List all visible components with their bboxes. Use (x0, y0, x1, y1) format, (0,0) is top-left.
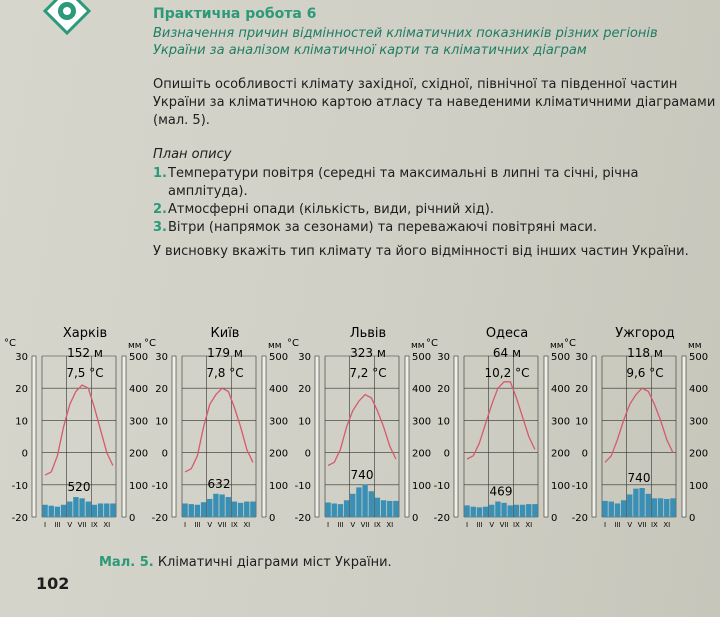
month-label: I (466, 521, 469, 529)
temp-tick-label: -20 (11, 513, 28, 524)
precip-bar (350, 494, 355, 517)
temp-tick-label: 0 (161, 448, 168, 460)
temp-tick-label: -20 (433, 513, 450, 524)
precip-bar (639, 488, 644, 517)
precip-bar (393, 501, 398, 517)
temp-tick-label: 0 (21, 448, 28, 460)
precip-bar (532, 504, 537, 517)
plan-list (153, 165, 719, 237)
precip-bar (189, 504, 194, 517)
precip-bar (375, 498, 380, 517)
precip-bar (219, 494, 224, 517)
month-label: IX (373, 521, 381, 529)
city-name: Одеса (485, 326, 529, 341)
temperature-line (185, 388, 253, 472)
month-label: I (327, 521, 330, 529)
precip-bar (621, 500, 626, 517)
temp-tick-label: 0 (581, 448, 588, 460)
temp-unit-label: °C (4, 338, 16, 349)
precip-tick-label: 100 (551, 480, 571, 492)
annual-precip-label: 469 (489, 484, 513, 499)
precip-bar (67, 502, 72, 517)
month-label: III (337, 521, 344, 529)
precip-unit-label: мм (688, 341, 702, 351)
month-label: IX (512, 521, 520, 529)
precip-tick-label: 400 (412, 384, 432, 396)
temp-unit-label: °C (287, 338, 299, 349)
precip-bar (79, 498, 84, 517)
precip-unit-label: мм (411, 341, 425, 351)
temp-unit-label: °C (564, 338, 576, 349)
page-title: Практична робота 6 (153, 6, 317, 22)
precip-bar (55, 507, 60, 517)
annual-precip-label: 740 (350, 467, 374, 482)
precip-tick-label: 0 (412, 513, 419, 524)
precip-bar (356, 487, 361, 517)
temp-tick-label: 10 (437, 416, 450, 428)
precip-bar (344, 500, 349, 517)
month-label: XI (525, 521, 533, 529)
temp-tick-label: 20 (298, 384, 311, 396)
temp-tick-label: 30 (575, 352, 588, 363)
conclusion-text: У висновку вкажіть тип клімату та його відмінності від інших частин України. (153, 244, 689, 259)
precip-bar (213, 494, 218, 517)
temp-tick-label: 20 (15, 384, 28, 396)
month-label: IX (650, 521, 658, 529)
temp-tick-label: -10 (571, 480, 588, 492)
city-elevation: 118 м (627, 346, 663, 360)
precip-bar (182, 503, 187, 517)
month-label: XI (243, 521, 251, 529)
city-avg-temp: 10,2 °C (484, 366, 530, 380)
precip-tick-label: 300 (412, 416, 432, 428)
precip-bar (633, 489, 638, 517)
precip-bar (664, 499, 669, 517)
precip-bar (73, 497, 78, 517)
temp-tick-label: -10 (151, 480, 168, 492)
month-label: VII (637, 521, 647, 529)
precip-tick-label: 0 (689, 513, 696, 524)
precip-bar (86, 502, 91, 517)
precip-bar (61, 505, 66, 517)
precip-tick-label: 0 (269, 513, 276, 524)
precip-bar (670, 498, 675, 517)
temp-tick-label: -10 (294, 480, 311, 492)
precip-bar (627, 494, 632, 517)
month-label: I (604, 521, 607, 529)
precip-tick-label: 100 (689, 480, 709, 492)
temp-scale-bar (592, 356, 596, 517)
precip-scale-bar (262, 356, 266, 517)
plan-item (153, 219, 719, 237)
temp-tick-label: 10 (155, 416, 168, 428)
month-label: VII (77, 521, 87, 529)
temp-tick-label: 0 (443, 448, 450, 460)
temp-tick-label: 30 (437, 352, 450, 363)
month-label: VII (499, 521, 509, 529)
precip-bar (609, 502, 614, 517)
precip-bar (508, 505, 513, 517)
precip-bar (325, 503, 330, 517)
month-label: IX (230, 521, 238, 529)
precip-bar (602, 501, 607, 517)
precip-tick-label: 100 (269, 480, 289, 492)
city-elevation: 64 м (492, 346, 522, 360)
precip-bar (464, 505, 469, 517)
temp-scale-bar (32, 356, 36, 517)
temp-tick-label: 10 (575, 416, 588, 428)
precip-tick-label: 400 (551, 384, 571, 396)
precip-bar (332, 503, 337, 517)
temperature-line (605, 388, 673, 462)
temp-tick-label: 10 (15, 416, 28, 428)
temp-unit-label: °C (426, 338, 438, 349)
precip-tick-label: 100 (412, 480, 432, 492)
plan-item-text: Вітри (напрямок за сезонами) та переважаючі повітряні маси. (168, 220, 597, 235)
precip-bar (42, 505, 47, 517)
precip-tick-label: 300 (129, 416, 149, 428)
temp-tick-label: -20 (294, 513, 311, 524)
precip-unit-label: мм (550, 341, 564, 351)
precip-tick-label: 400 (269, 384, 289, 396)
city-name: Ужгород (615, 326, 675, 341)
temp-tick-label: 20 (437, 384, 450, 396)
temp-scale-bar (315, 356, 319, 517)
city-elevation: 152 м (67, 346, 103, 360)
month-label: III (614, 521, 621, 529)
precip-unit-label: мм (268, 341, 282, 351)
plan-item-number: 1. (153, 166, 167, 181)
city-avg-temp: 7,5 °C (66, 366, 104, 380)
month-label: III (54, 521, 61, 529)
city-name: Київ (210, 326, 240, 341)
precip-tick-label: 400 (689, 384, 709, 396)
temp-tick-label: 30 (298, 352, 311, 363)
precip-bar (369, 491, 374, 517)
temp-scale-bar (172, 356, 176, 517)
month-label: V (350, 521, 356, 529)
plan-heading: План опису (153, 147, 232, 162)
city-elevation: 179 м (207, 346, 243, 360)
month-label: V (67, 521, 73, 529)
temp-unit-label: °C (144, 338, 156, 349)
precip-bar (615, 503, 620, 517)
precip-tick-label: 200 (551, 448, 571, 460)
city-name: Харків (62, 326, 108, 341)
precip-bar (238, 503, 243, 517)
precip-bar (338, 504, 343, 517)
precip-tick-label: 200 (269, 448, 289, 460)
caption-label: Мал. 5. (99, 555, 154, 570)
precip-tick-label: 200 (129, 448, 149, 460)
month-label: VII (217, 521, 227, 529)
plan-item-text: Температури повітря (середні та максимальні в липні та січні, річна амплітуда). (168, 166, 639, 199)
precip-tick-label: 500 (412, 352, 432, 363)
precip-bar (520, 505, 525, 517)
precip-tick-label: 200 (412, 448, 432, 460)
precip-bar (250, 502, 255, 517)
month-label: V (489, 521, 495, 529)
temp-tick-label: -10 (11, 480, 28, 492)
precip-bar (49, 506, 54, 517)
precip-unit-label: мм (128, 341, 142, 351)
precip-tick-label: 0 (551, 513, 558, 524)
page-subtitle: Визначення причин відмінностей кліматичних показників різних регіонів України за аналізом кліматичної карти та кліматичних діаграм (153, 26, 658, 58)
city-avg-temp: 9,6 °C (626, 366, 664, 380)
annual-precip-label: 632 (207, 476, 231, 491)
month-label: I (44, 521, 47, 529)
precip-tick-label: 0 (129, 513, 136, 524)
plan-item-number: 3. (153, 220, 167, 235)
caption-text: Кліматичні діаграми міст України. (157, 555, 392, 570)
city-avg-temp: 7,2 °C (349, 366, 387, 380)
precip-bar (652, 498, 657, 517)
precip-tick-label: 400 (129, 384, 149, 396)
page-number: 102 (36, 574, 70, 593)
climate-diagrams (0, 310, 720, 550)
section-badge-icon (42, 0, 92, 36)
temp-tick-label: -10 (433, 480, 450, 492)
precip-bar (658, 498, 663, 517)
plan-item-number: 2. (153, 202, 167, 217)
precip-bar (201, 502, 206, 517)
annual-precip-label: 740 (627, 471, 651, 486)
city-avg-temp: 7,8 °C (206, 366, 244, 380)
precip-tick-label: 300 (551, 416, 571, 428)
temp-tick-label: -20 (151, 513, 168, 524)
precip-bar (483, 507, 488, 517)
precip-scale-bar (405, 356, 409, 517)
precip-tick-label: 300 (269, 416, 289, 428)
precip-bar (92, 505, 97, 517)
precip-tick-label: 500 (129, 352, 149, 363)
precip-bar (104, 503, 109, 517)
city-elevation: 323 м (350, 346, 386, 360)
temp-scale-bar (454, 356, 458, 517)
plan-item (153, 165, 719, 201)
month-label: III (194, 521, 201, 529)
precip-bar (195, 505, 200, 517)
plan-item-text: Атмосферні опади (кількість, види, річний хід). (168, 202, 494, 217)
precip-bar (381, 500, 386, 517)
precip-tick-label: 300 (689, 416, 709, 428)
annual-precip-label: 520 (67, 480, 91, 495)
task-text: Опишіть особливості клімату західної, східної, північної та південної частин України за кліматичною картою атласу та наведеними кліматичними діаграмами (мал. 5). (153, 77, 716, 128)
temperature-line (45, 385, 113, 475)
month-label: III (476, 521, 483, 529)
precip-bar (226, 497, 231, 517)
temp-tick-label: 30 (155, 352, 168, 363)
city-name: Львів (349, 326, 387, 341)
month-label: XI (386, 521, 394, 529)
month-label: IX (90, 521, 98, 529)
precip-bar (207, 499, 212, 517)
precip-bar (495, 502, 500, 517)
month-label: I (184, 521, 187, 529)
month-label: XI (663, 521, 671, 529)
precip-bar (232, 502, 237, 517)
month-label: XI (103, 521, 111, 529)
temp-tick-label: 0 (304, 448, 311, 460)
precip-tick-label: 500 (269, 352, 289, 363)
precip-bar (362, 485, 367, 517)
precip-bar (646, 494, 651, 517)
precip-bar (514, 505, 519, 517)
temp-tick-label: 10 (298, 416, 311, 428)
precip-bar (387, 501, 392, 517)
precip-scale-bar (544, 356, 548, 517)
precip-bar (471, 507, 476, 517)
temperature-line (328, 395, 396, 466)
month-label: V (207, 521, 213, 529)
temp-tick-label: -20 (571, 513, 588, 524)
temp-tick-label: 30 (15, 352, 28, 363)
precip-bar (98, 503, 103, 517)
precip-bar (489, 505, 494, 517)
precip-tick-label: 200 (689, 448, 709, 460)
plan-item (153, 201, 719, 219)
month-label: VII (360, 521, 370, 529)
precip-bar (110, 503, 115, 517)
temp-tick-label: 20 (575, 384, 588, 396)
precip-tick-label: 500 (551, 352, 571, 363)
precip-scale-bar (122, 356, 126, 517)
precip-scale-bar (682, 356, 686, 517)
precip-tick-label: 100 (129, 480, 149, 492)
temp-tick-label: 20 (155, 384, 168, 396)
precip-tick-label: 500 (689, 352, 709, 363)
precip-bar (501, 503, 506, 517)
figure-caption (99, 555, 392, 570)
precip-bar (477, 507, 482, 517)
precip-bar (526, 504, 531, 517)
precip-bar (244, 502, 249, 517)
month-label: V (627, 521, 633, 529)
